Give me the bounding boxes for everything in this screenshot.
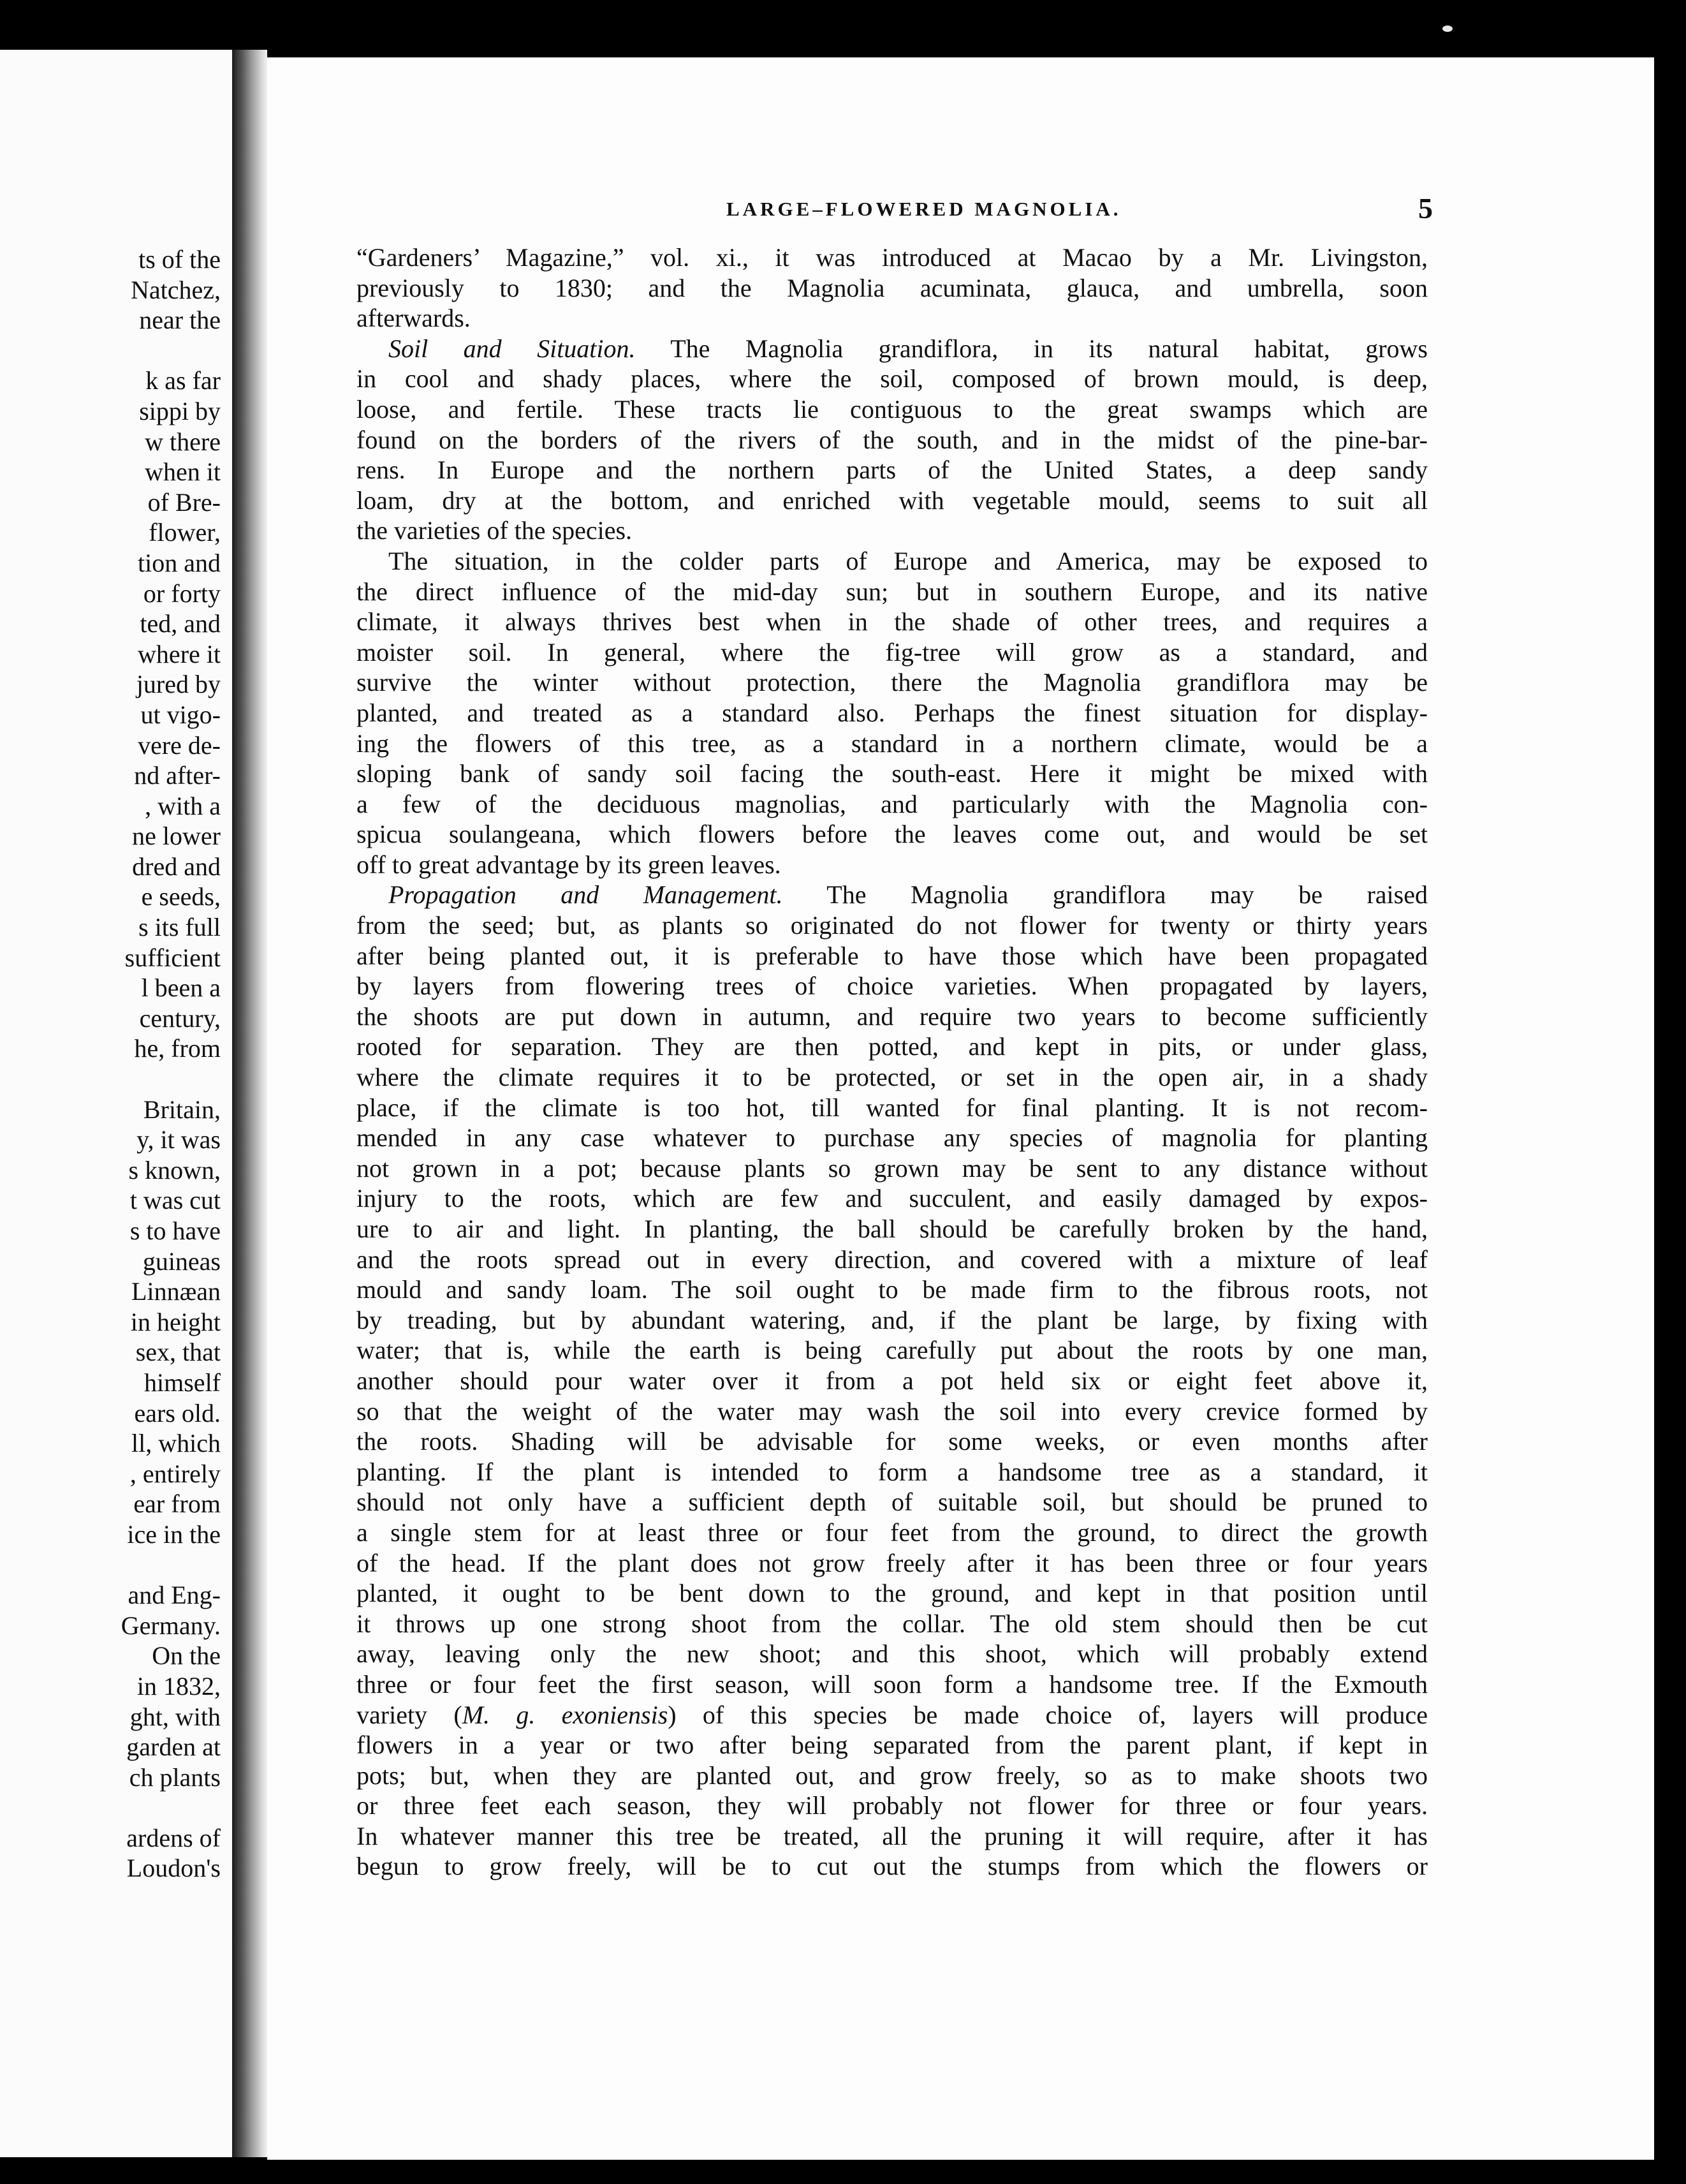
text-line: place, if the climate is too hot, till wanted for final planting. It is not recom-: [356, 1093, 1428, 1122]
left-line: Linnæan: [131, 1277, 221, 1306]
left-line: near the: [139, 306, 221, 335]
text-line: the shoots are put down in autumn, and require two years to become sufficiently: [356, 1001, 1428, 1031]
left-line: of Bre-: [147, 487, 221, 517]
text-line: three or four feet the first season, will soon form a handsome tree. If the Exmouth: [356, 1669, 1428, 1699]
text-line: of the head. If the plant does not grow freely after it has been three or four years: [356, 1548, 1428, 1577]
text-line: should not only have a sufficient depth of suitable soil, but should be pruned to: [356, 1487, 1428, 1517]
text-line: planted, and treated as a standard also. Perhaps the finest situation for display-: [356, 698, 1428, 727]
left-line: , entirely: [129, 1459, 221, 1488]
text-line: from the seed; but, as plants so originated do not flower for twenty or thirty years: [356, 911, 1428, 940]
left-line: k as far: [145, 366, 221, 395]
left-line: , with a: [145, 791, 221, 820]
left-line: sippi by: [139, 396, 221, 425]
left-line: vere de-: [138, 730, 221, 760]
left-line: w there: [145, 427, 221, 456]
left-line: t was cut: [129, 1186, 221, 1215]
left-line: ne lower: [132, 822, 221, 851]
text-line: [356, 334, 1428, 364]
text-line: rens. In Europe and the northern parts of the United States, a deep sandy: [356, 455, 1428, 485]
text-line: by layers from flowering trees of choice varieties. When propagated by layers,: [356, 971, 1428, 1001]
left-line: ardens of: [126, 1823, 221, 1852]
left-line: ted, and: [140, 609, 221, 638]
text-line: another should pour water over it from a pot held six or eight feet above it,: [356, 1366, 1428, 1395]
text-line: it throws up one strong shoot from the collar. The old stem should then be cut: [356, 1609, 1428, 1638]
text-line: ure to air and light. In planting, the ball should be carefully broken by the hand,: [356, 1214, 1428, 1243]
text-line: afterwards.: [356, 304, 471, 333]
left-line: dred and: [132, 852, 221, 881]
left-line: [4, 1792, 221, 1823]
text-line: so that the weight of the water may wash the soil into every crevice formed by: [356, 1396, 1428, 1426]
running-head: LARGE–FLOWERED MAGNOLIA.: [726, 198, 1122, 220]
text-line: loam, dry at the bottom, and enriched with vegetable mould, seems to suit all: [356, 485, 1428, 515]
text-line: mended in any case whatever to purchase any species of magnolia for planting: [356, 1123, 1428, 1153]
left-line: himself: [144, 1368, 221, 1397]
left-line: or forty: [143, 579, 221, 608]
left-line: in 1832,: [136, 1671, 221, 1701]
left-line: in height: [130, 1307, 221, 1336]
left-line: On the: [152, 1641, 221, 1671]
left-line: Loudon's: [126, 1854, 221, 1883]
left-line: ll, which: [131, 1429, 221, 1458]
left-line: century,: [139, 1003, 221, 1033]
left-line: guineas: [142, 1246, 221, 1276]
text-line: [356, 1700, 1428, 1730]
text-line: previously to 1830; and the Magnolia acuminata, glauca, and umbrella, soon: [356, 273, 1428, 302]
left-line: s known,: [128, 1155, 221, 1184]
text-line: ing the flowers of this tree, as a standard in a northern climate, would be a: [356, 728, 1428, 758]
text-line: not grown in a pot; because plants so grown may be sent to any distance without: [356, 1153, 1428, 1183]
text-line: the roots. Shading will be advisable for some weeks, or even months after: [356, 1427, 1428, 1456]
text-line: The situation, in the colder parts of Europe and America, may be exposed to: [388, 546, 1428, 575]
left-line: s to have: [129, 1216, 221, 1245]
left-line: tion and: [138, 548, 221, 577]
text-line: or three feet each season, they will probably not flower for three or four years.: [356, 1791, 1428, 1820]
left-line: where it: [138, 639, 221, 668]
text-line: in cool and shady places, where the soil, composed of brown mould, is deep,: [356, 364, 1428, 394]
text-line: and the roots spread out in every direction, and covered with a mixture of leaf: [356, 1244, 1428, 1274]
text-line: where the climate requires it to be protected, or set in the open air, in a shady: [356, 1063, 1428, 1092]
left-line: sex, that: [135, 1338, 221, 1367]
left-line: [4, 1064, 221, 1095]
left-page-text: [4, 244, 221, 1884]
text-line: by treading, but by abundant watering, and, if the plant be large, by fixing with: [356, 1305, 1428, 1334]
text-line: away, leaving only the new shoot; and this shoot, which will probably extend: [356, 1639, 1428, 1669]
left-line: ice in the: [127, 1519, 221, 1549]
left-line: nd after-: [134, 761, 221, 790]
left-line: ut vigo-: [140, 700, 221, 729]
text-line: spicua soulangeana, which flowers before the leaves come out, and would be set: [356, 820, 1428, 849]
left-line: s its full: [138, 913, 221, 942]
right-page: [267, 57, 1654, 2160]
left-line: y, it was: [136, 1125, 221, 1155]
left-line: when it: [145, 457, 221, 487]
text-line: off to great advantage by its green leaves.: [356, 850, 781, 879]
left-line: Britain,: [143, 1095, 221, 1124]
line-text: variety (: [356, 1700, 462, 1729]
left-line: garden at: [126, 1732, 221, 1762]
text-line: after being planted out, it is preferable to have those which have been propagated: [356, 941, 1428, 970]
book-gutter: [232, 50, 267, 2157]
left-line: he, from: [134, 1034, 221, 1063]
left-page-fragment: [0, 50, 232, 2157]
left-line: ght, with: [129, 1702, 221, 1731]
text-line: pots; but, when they are planted out, and grow freely, so as to make shoots two: [356, 1760, 1428, 1790]
text-line: mould and sandy loam. The soil ought to be made firm to the fibrous roots, not: [356, 1275, 1428, 1304]
body-text: [356, 242, 1428, 1882]
left-line: Germany.: [121, 1611, 221, 1640]
left-line: ears old.: [134, 1398, 221, 1428]
text-line: planted, it ought to be bent down to the ground, and kept in that position until: [356, 1579, 1428, 1608]
left-line: Natchez,: [130, 275, 221, 304]
page-number: 5: [1418, 192, 1433, 225]
left-line: [4, 336, 221, 366]
left-line: ts of the: [138, 245, 221, 274]
text-line: moister soil. In general, where the fig-tree will grow as a standard, and: [356, 637, 1428, 667]
text-line: injury to the roots, which are few and succulent, and easily damaged by expos-: [356, 1184, 1428, 1213]
page-header: [267, 191, 1654, 230]
text-line: In whatever manner this tree be treated, all the pruning it will require, after it has: [356, 1821, 1428, 1850]
scan-speck: [1442, 26, 1453, 32]
left-line: ear from: [133, 1489, 221, 1519]
text-line: rooted for separation. They are then potted, and kept in pits, or under glass,: [356, 1032, 1428, 1061]
text-line: the direct influence of the mid-day sun; but in southern Europe, and its native: [356, 577, 1428, 606]
line-text: The Magnolia grandiflora, in its natural habitat, grows: [635, 334, 1428, 363]
text-line: a few of the deciduous magnolias, and particularly with the Magnolia con-: [356, 789, 1428, 818]
italic-heading: Propagation and Management.: [388, 880, 783, 910]
left-line: l been a: [141, 973, 221, 1003]
line-text: The Magnolia grandiflora may be raised: [782, 880, 1428, 910]
italic-heading: Soil and Situation.: [388, 334, 636, 363]
text-line: water; that is, while the earth is being carefully put about the roots by one man,: [356, 1336, 1428, 1365]
left-line: e seeds,: [141, 882, 221, 911]
left-line: jured by: [136, 670, 221, 699]
text-line: survive the winter without protection, there the Magnolia grandiflora may be: [356, 668, 1428, 697]
text-line: “Gardeners’ Magazine,” vol. xi., it was introduced at Macao by a Mr. Livingston,: [356, 243, 1428, 272]
line-text: ) of this species be made choice of, layers will produce: [668, 1700, 1428, 1729]
left-line: ch plants: [129, 1762, 221, 1792]
text-line: climate, it always thrives best when in the shade of other trees, and requires a: [356, 607, 1428, 637]
left-line: sufficient: [124, 943, 221, 972]
italic-heading: M. g. exoniensis: [462, 1700, 668, 1729]
text-line: a single stem for at least three or four feet from the ground, to direct the growth: [356, 1517, 1428, 1547]
text-line: planting. If the plant is intended to form a handsome tree as a standard, it: [356, 1457, 1428, 1486]
text-line: found on the borders of the rivers of the south, and in the midst of the pine-bar-: [356, 425, 1428, 454]
left-line: [4, 1550, 221, 1581]
text-line: sloping bank of sandy soil facing the south-east. Here it might be mixed with: [356, 759, 1428, 788]
text-line: flowers in a year or two after being separated from the parent plant, if kept in: [356, 1730, 1428, 1760]
text-line: loose, and fertile. These tracts lie contiguous to the great swamps which are: [356, 394, 1428, 424]
text-line: [356, 880, 1428, 910]
left-line: and Eng-: [128, 1581, 221, 1610]
text-line: begun to grow freely, will be to cut out the stumps from which the flowers or: [356, 1852, 1428, 1881]
left-line: flower,: [149, 518, 221, 547]
text-line: the varieties of the species.: [356, 516, 633, 545]
